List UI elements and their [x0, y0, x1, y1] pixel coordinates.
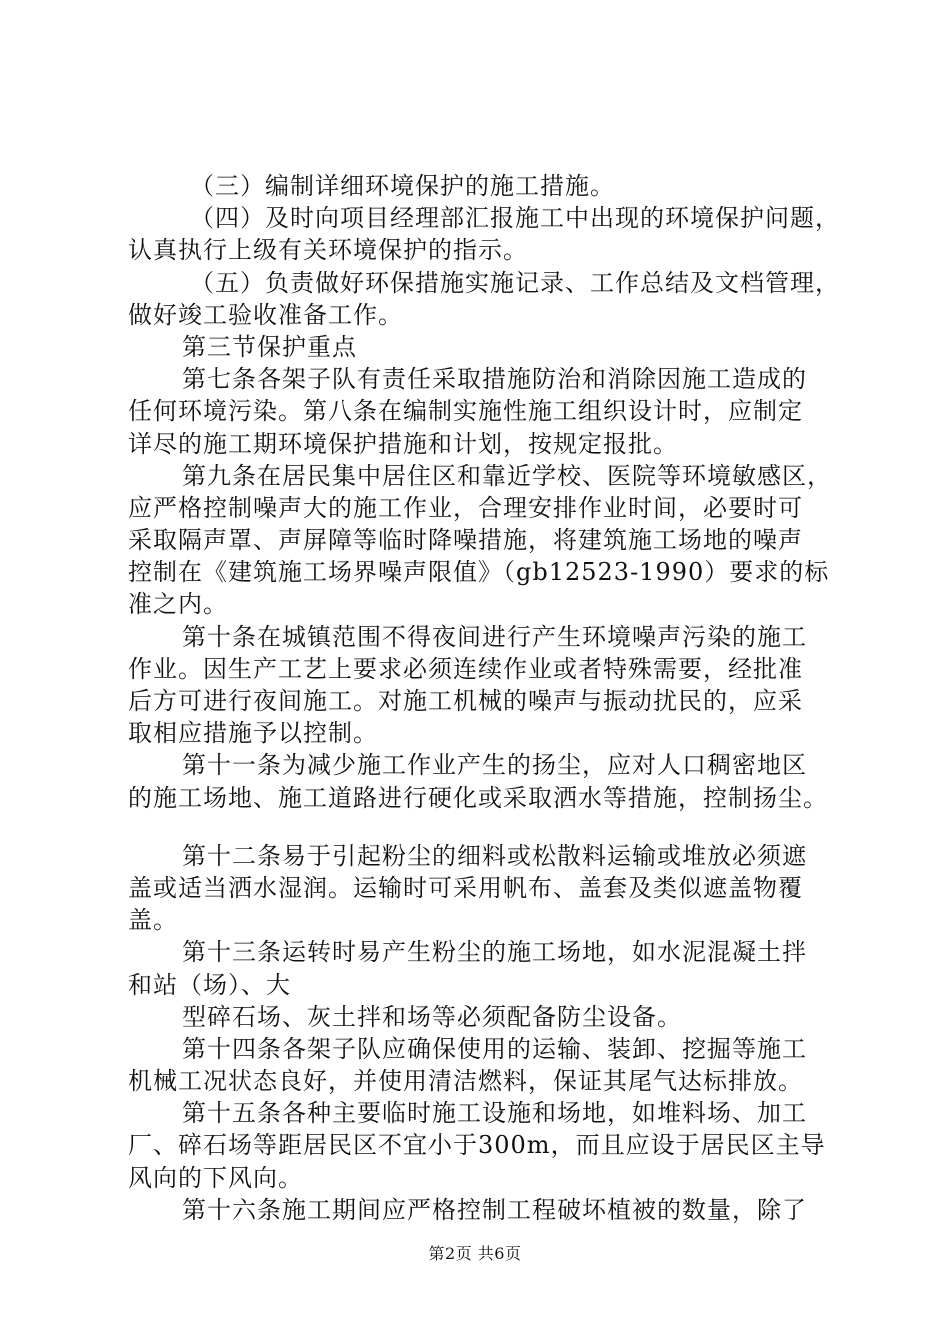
paragraph-line: 的施工场地、施工道路进行硬化或采取洒水等措施，控制扬尘。 — [128, 783, 828, 812]
paragraph-line: 和站（场）、大 — [128, 970, 291, 999]
paragraph-line: 盖。 — [128, 906, 178, 935]
paragraph-line: 采取隔声罩、声屏障等临时降噪措施，将建筑施工场地的噪声 — [128, 526, 803, 555]
paragraph-line: 第十条在城镇范围不得夜间进行产生环境噪声污染的施工 — [182, 622, 807, 651]
paragraph-line: 第七条各架子队有责任采取措施防治和消除因施工造成的 — [182, 365, 807, 394]
paragraph-line: 详尽的施工期环境保护措施和计划，按规定报批。 — [128, 429, 678, 458]
document-body — [128, 170, 848, 1226]
paragraph-line: 第十四条各架子队应确保使用的运输、装卸、挖掘等施工 — [182, 1034, 807, 1063]
paragraph-line: （四）及时向项目经理部汇报施工中出现的环境保护问题， — [190, 204, 840, 233]
paragraph-line: 型碎石场、灰土拌和场等必须配备防尘设备。 — [182, 1002, 682, 1031]
paragraph-line: 做好竣工验收准备工作。 — [128, 300, 403, 329]
paragraph-line: 认真执行上级有关环境保护的指示。 — [128, 236, 528, 265]
paragraph-line: 作业。因生产工艺上要求必须连续作业或者特殊需要，经批准 — [128, 654, 803, 683]
paragraph-line: （五）负责做好环保措施实施记录、工作总结及文档管理， — [190, 268, 840, 297]
section-heading: 第三节保护重点 — [182, 332, 357, 361]
paragraph-line: 机械工况状态良好，并使用清洁燃料，保证其尾气达标排放。 — [128, 1067, 803, 1096]
paragraph-gap — [128, 814, 848, 840]
paragraph-line: 第十六条施工期间应严格控制工程破坏植被的数量，除了 — [182, 1195, 807, 1224]
paragraph-line: 盖或适当洒水湿润。运输时可采用帆布、盖套及类似遮盖物覆 — [128, 873, 803, 902]
paragraph-line: 第十二条易于引起粉尘的细料或松散料运输或堆放必须遮 — [182, 841, 807, 870]
paragraph-line: （三）编制详细环境保护的施工措施。 — [190, 172, 615, 200]
paragraph-line: 控制在《建筑施工场界噪声限值》（gb12523-1990）要求的标 — [128, 558, 830, 587]
paragraph-line: 第十五条各种主要临时施工设施和场地，如堆料场、加工 — [182, 1099, 807, 1128]
paragraph-line: 后方可进行夜间施工。对施工机械的噪声与振动扰民的，应采 — [128, 687, 803, 715]
paragraph-line: 任何环境污染。第八条在编制实施性施工组织设计时，应制定 — [128, 397, 803, 426]
paragraph-line: 厂、碎石场等距居民区不宜小于300m，而且应设于居民区主导 — [128, 1131, 826, 1160]
paragraph-line: 准之内。 — [128, 590, 228, 619]
paragraph-line: 风向的下风向。 — [128, 1163, 303, 1192]
paragraph-line: 第十一条为减少施工作业产生的扬尘，应对人口稠密地区 — [182, 751, 807, 780]
paragraph-line: 第九条在居民集中居住区和靠近学校、医院等环境敏感区， — [182, 461, 832, 490]
paragraph-line: 应严格控制噪声大的施工作业，合理安排作业时间，必要时可 — [128, 493, 803, 522]
page-footer: 第2页 共6页 — [428, 1244, 522, 1263]
paragraph-line: 取相应措施予以控制。 — [128, 719, 378, 748]
paragraph-line: 第十三条运转时易产生粉尘的施工场地，如水泥混凝土拌 — [182, 938, 807, 967]
